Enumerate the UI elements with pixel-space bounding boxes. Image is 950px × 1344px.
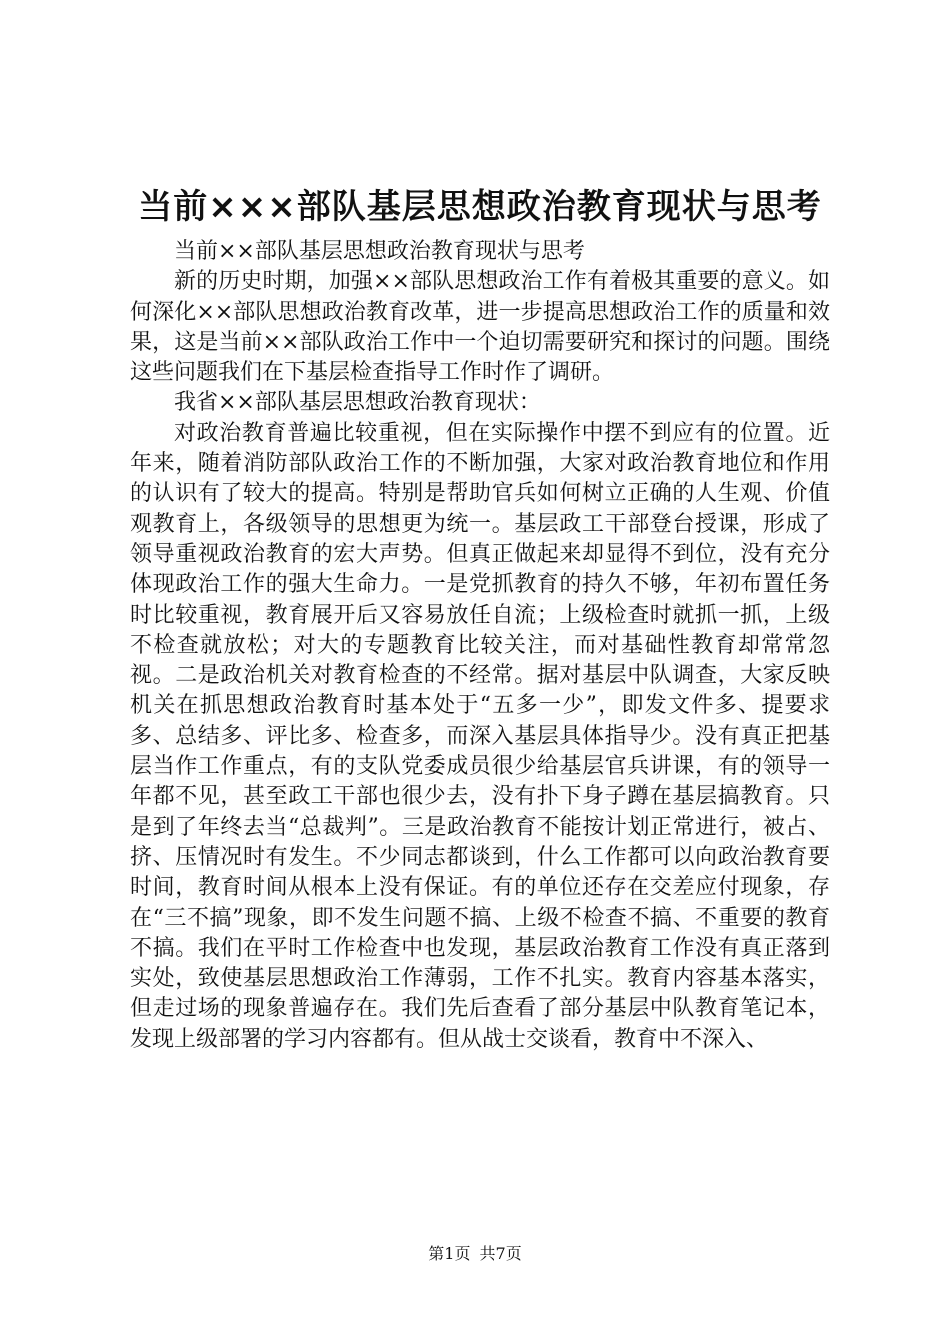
- page-total: 共7页: [479, 1244, 522, 1263]
- paragraph-body: 对政治教育普遍比较重视，但在实际操作中摆不到应有的位置。近年来，随着消防部队政治工作的不断加强，大家对政治教育地位和作用的认识有了较大的提高。特别是帮助官兵如何树立正确的人生观、价值观教育上，各级领导的思想更为统一。基层政工干部登台授课，形成了领导重视政治教育的宏大声势。但真正做起来却显得不到位，没有充分体现政治工作的强大生命力。一是党抓教育的持久不够，年初布置任务时比较重视，教育展开后又容易放任自流；上级检查时就抓一抓，上级不检查就放松；对大的专题教育比较关注，而对基础性教育却常常忽视。二是政治机关对教育检查的不经常。据对基层中队调查，大家反映机关在抓思想政治教育时基本处于“五多一少”，即发文件多、提要求多、总结多、评比多、检查多，而深入基层具体指导少。没有真正把基层当作工作重点，有的支队党委成员很少给基层官兵讲课，有的领导一年都不见，甚至政工干部也很少去，没有扑下身子蹲在基层搞教育。只是到了年终去当“总裁判”。三是政治教育不能按计划正常进行，被占、挤、压情况时有发生。不少同志都谈到，什么工作都可以向政治教育要时间，教育时间从根本上没有保证。有的单位还存在交差应付现象，存在“三不搞”现象，即不发生问题不搞、上级不检查不搞、不重要的教育不搞。我们在平时工作检查中也发现，基层政治教育工作没有真正落到实处，致使基层思想政治工作薄弱，工作不扎实。教育内容基本落实，但走过场的现象普遍存在。我们先后查看了部分基层中队教育笔记本，发现上级部署的学习内容都有。但从战士交谈看，教育中不深入、: [130, 420, 830, 1052]
- page-footer: [0, 1244, 950, 1264]
- paragraph-subtitle: 当前××部队基层思想政治教育现状与思考: [174, 239, 585, 264]
- page-number: 第1页: [428, 1244, 471, 1263]
- document-body: [130, 237, 830, 1055]
- document-title: 当前×××部队基层思想政治教育现状与思考: [138, 187, 822, 227]
- paragraph-intro: 新的历史时期，加强××部队思想政治工作有着极其重要的意义。如何深化××部队思想政治教育改革，进一步提高思想政治工作的质量和效果，这是当前××部队政治工作中一个迫切需要研究和探讨的问题。围绕这些问题我们在下基层检查指导工作时作了调研。: [130, 269, 830, 386]
- paragraph-section-heading: 我省××部队基层思想政治教育现状：: [174, 390, 541, 416]
